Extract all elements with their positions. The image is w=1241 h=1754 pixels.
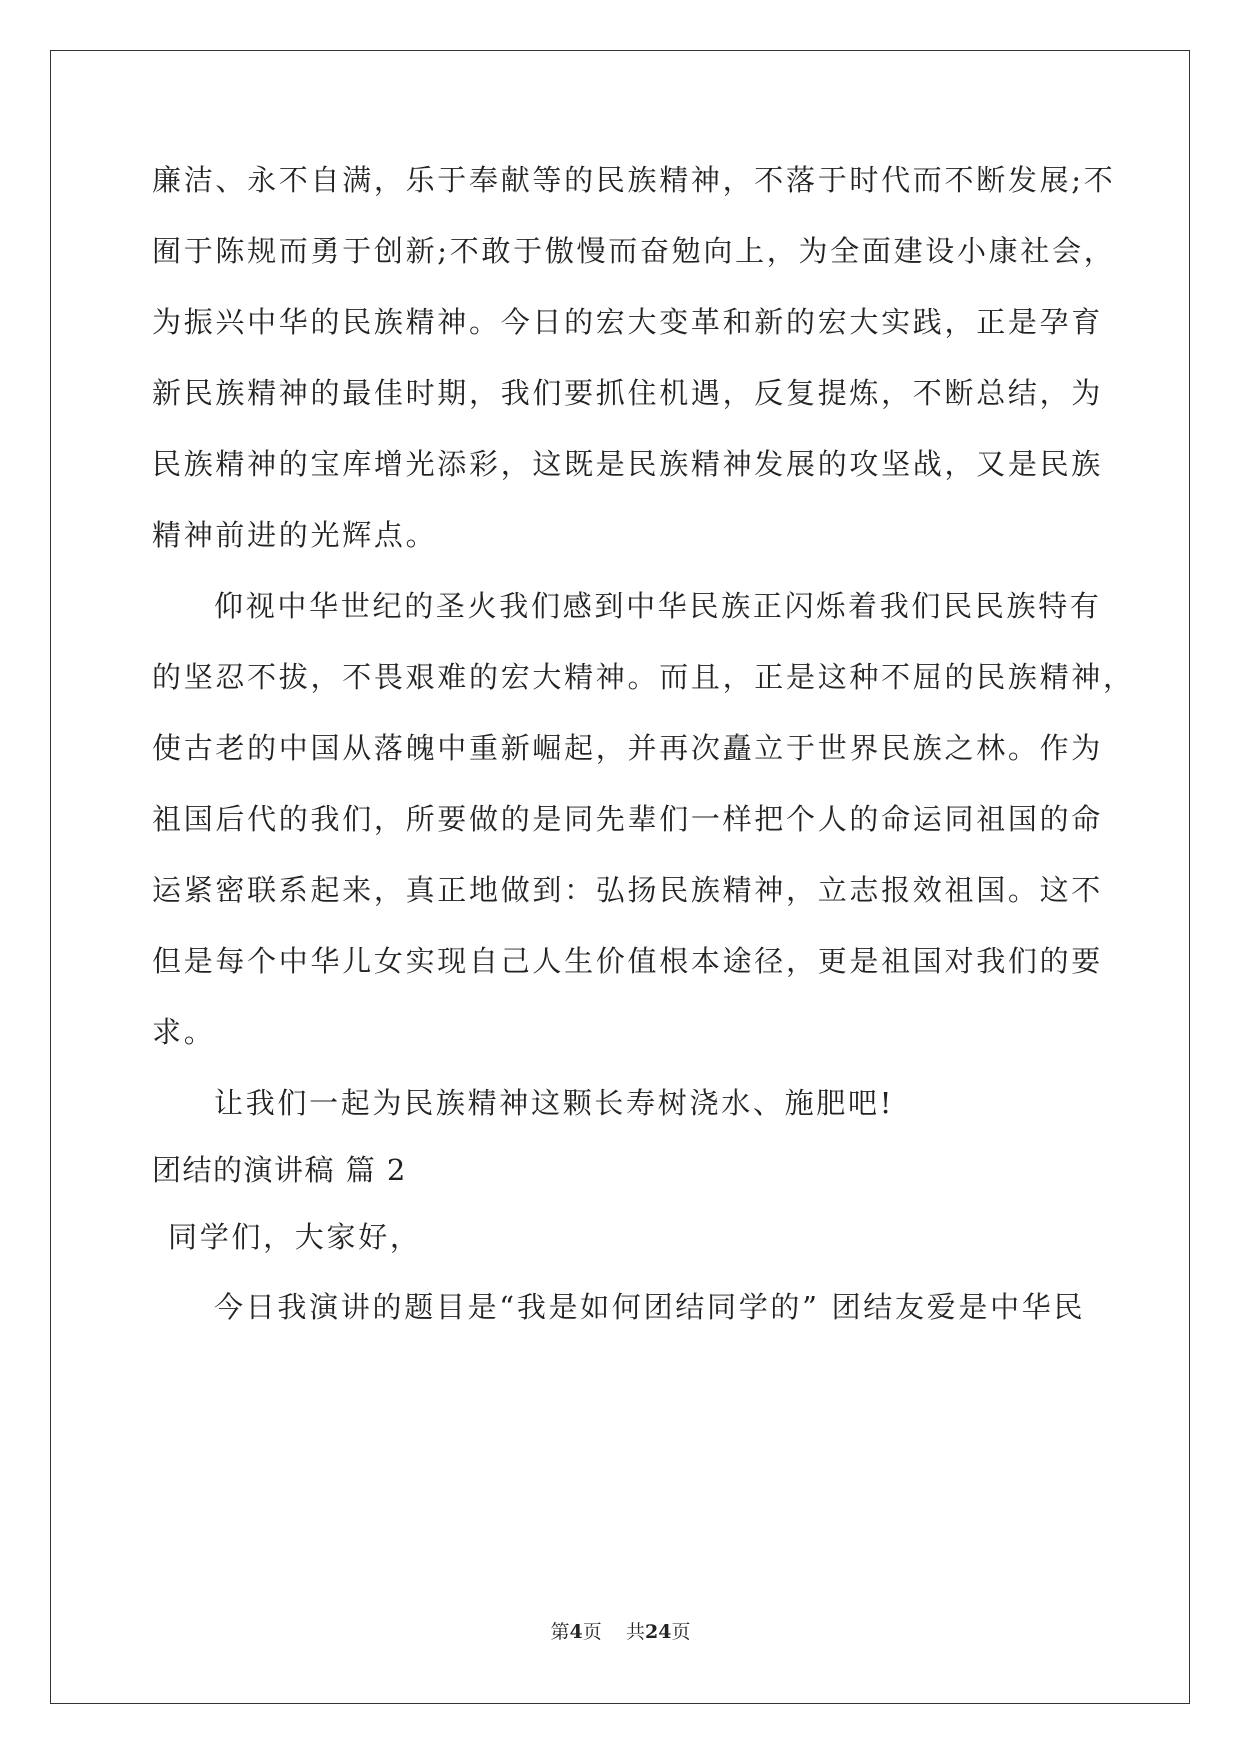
text-line: 但是每个中华儿女实现自己人生价值根本途径，更是祖国对我们的要 <box>152 944 1104 978</box>
text-line: 民族精神的宝库增光添彩，这既是民族精神发展的攻坚战，又是民族 <box>152 447 1104 481</box>
footer-total-prefix: 共 <box>625 1621 645 1643</box>
text-line: 使古老的中国从落魄中重新崛起，并再次矗立于世界民族之林。作为 <box>152 731 1104 765</box>
paragraph-first-line: 今日我演讲的题目是“我是如何团结同学的” 团结友爱是中华民 <box>214 1290 1086 1324</box>
footer-page-prefix: 第 <box>550 1621 570 1643</box>
paragraph-first-line: 让我们一起为民族精神这颗长寿树浇水、施肥吧! <box>214 1086 895 1120</box>
greeting-line: 同学们，大家好， <box>168 1220 422 1254</box>
text-line: 运紧密联系起来，真正地做到：弘扬民族精神，立志报效祖国。这不 <box>152 873 1104 907</box>
text-line: 祖国后代的我们，所要做的是同先辈们一样把个人的命运同祖国的命 <box>152 802 1104 836</box>
text-line: 囿于陈规而勇于创新;不敢于傲慢而奋勉向上，为全面建设小康社会， <box>152 234 1116 268</box>
text-line: 廉洁、永不自满，乐于奉献等的民族精神，不落于时代而不断发展;不 <box>152 163 1116 197</box>
footer-total-pages: 24 <box>644 1621 672 1643</box>
text-line: 求。 <box>152 1015 216 1049</box>
footer-page-number: 4 <box>569 1621 583 1643</box>
section-heading: 团结的演讲稿 篇 2 <box>152 1153 407 1187</box>
footer-page-suffix: 页 <box>582 1621 602 1643</box>
text-line: 精神前进的光辉点。 <box>152 518 438 552</box>
footer-total-suffix: 页 <box>671 1621 691 1643</box>
page-footer <box>0 1617 1241 1644</box>
text-line: 新民族精神的最佳时期，我们要抓住机遇，反复提炼，不断总结，为 <box>152 376 1104 410</box>
text-line: 的坚忍不拔，不畏艰难的宏大精神。而且，正是这种不屈的民族精神， <box>152 660 1135 694</box>
paragraph-first-line: 仰视中华世纪的圣火我们感到中华民族正闪烁着我们民民族特有 <box>214 589 1102 623</box>
text-line: 为振兴中华的民族精神。今日的宏大变革和新的宏大实践，正是孕育 <box>152 305 1104 339</box>
